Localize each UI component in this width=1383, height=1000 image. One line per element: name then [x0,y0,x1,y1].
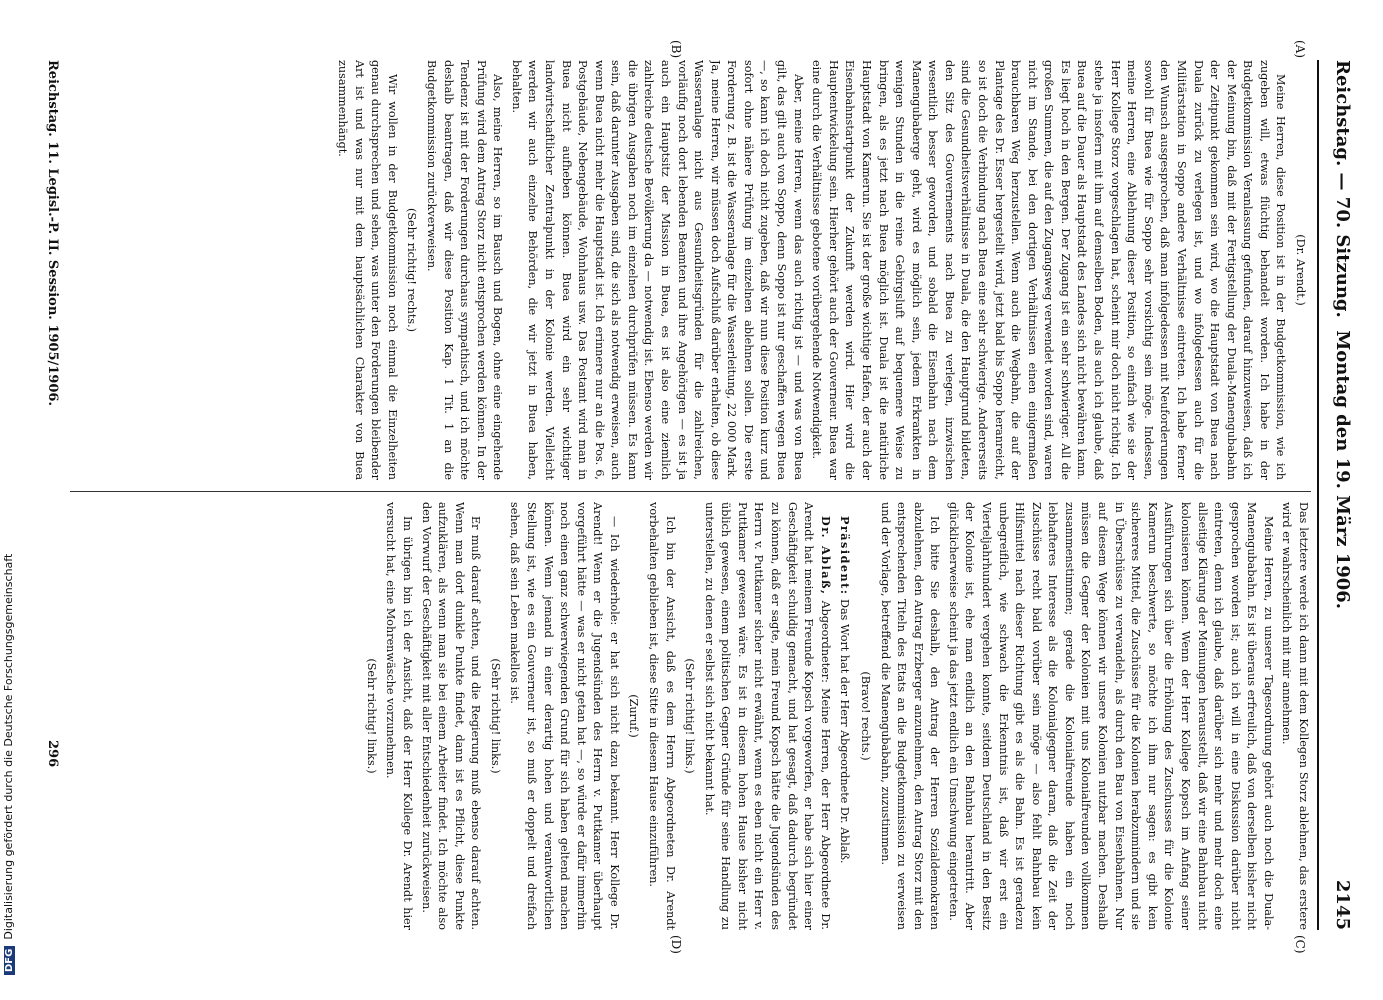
paragraph: Also, meine Herren, so im Bausch und Bogen, ohne eine eingehende Prüfung wird dem Antrag Storz nicht entsprochen werden können. In der Tendenz ist mit der Forderungen durchaus sympathisch, und ich möchte deshalb beantragen, daß wir diese Position Kap. 1 Tit. 1 an die Budgetkommission zurückverweisen. [424,60,505,480]
paragraph: Meine Herren, zu unserer Tagesordnung gehört auch noch die Duala-Manengubabahn. Es ist überaus erfreulich, daß von derselben bisher nicht gesprochen worden ist; auch ich will in eine Diskussion darüber nicht eintreten, denn ich glaube, daß darüber sich mehr und mehr doch eine allseitige Klärung der Meinungen herausstellt, daß wir eine Bahnbau nicht kolonisieren können. Wenn der Herr Kollege Kopsch im Anfang seiner Ausführungen sich über die Erhöhung des Zuschusses für die Kolonie Kamerun beschwerte, so möchte ich ihm nur sagen: es gibt kein sichereres Mittel, die Zuschüsse für die Kolonien herabzumindern und sie in Überschüsse zu verwandeln, als durch den Bau von Eisenbahnen. Nur auf diesem Wege können wir unsere Kolonien nutzbar machen. Deshalb müssen die Gegner der Kolonien mit uns Kolonialfreunden vollkommen zusammenstimmen; gerade die Kolonialfreunde haben ein noch lebhafteres Interesse als die Kolonialgegner daran, daß die Zeit der Zuschüsse recht bald vorüber sein möge — also fehlt Bahnbau kein Hilfsmittel nach dieser Richtung gibt es als die Bahn. Es ist geradezu unbegreiflich, wie schwach die Erkenntnis ist, daß wir erst ein Vierteljahrhundert vergehen konnte, seitdem Deutschland in den Besitz der Kolonie ist, ehe man endlich an den Bahnbau herantritt. Aber glücklicherweise scheint ja das jetzt endlich ein Umschwung eingetreten. [946,502,1275,930]
running-head [1325,60,1353,930]
reaction: (Zuruf.) [627,694,641,738]
paragraph: Er muß darauf achten, und die Regierung muß ebenso darauf achten. Wenn man dort dunkle Punkte findet, dann ist es Pflicht, diese Punkte aufzuklären, als wenn man sie bei einem Arbeiter findet. Ich möchte also den Vorwurf der Geschäftigkeit mit aller Entschiedenheit zurückweisen. [419,502,483,930]
paragraph: Das letztere werde ich dann mit dem Kollegen Storz ablehnen, das erstere wird er wahrscheinlich mit mir annehmen. [1280,502,1310,930]
footer-sheet-number: 296 [45,740,60,768]
paragraph: Ich bin der Ansicht, daß es dem Herrn Abgeordneten Dr. Arendt vorbehalten geblieben ist, diese Sitte in diesem Hause einzuführen. [647,502,677,930]
right-column [70,502,1311,930]
paragraph: Meine Herren, diese Position ist in der Budgetkommission, wie ich zugeben will, etwas flüchtig behandelt worden. Ich habe in der Budgetkommission Veranlassung gefunden, darauf hinzuweisen, daß ich der Meinung bin, daß mit der Fertigstellung der Duala-Manengubabahn der Zeitpunkt gekommen sein wird, wo die Hauptstadt von Buea nach Duala zurück zu verlegen ist, und wo infolgedessen auch für die Militärstation in Soppo andere Verhältnisse eintreten. Ich habe ferner den Wunsch ausgesprochen, daß man infolgedessen mit Neuforderungen sowohl für Buea wie für Soppo sehr vorsichtig sein möge. Indessen, meine Herren, eine Ablehnung dieser Position, so einfach wie sie der Herr Kollege Storz vorgeschlagen hat, scheint mir doch nicht richtig. Ich stehe ja insofern mit ihm auf demselben Boden, als auch ich glaube, daß Buea auf die Dauer als Hauptstadt des Landes sich nicht bewähren kann. Es liegt hoch in den Bergen. Der Zugang ist ein sehr schwieriger. All die großen Summen, die auf den Zugangsweg verwendet worden sind, waren nicht im Stande, bei den dortigen Verhältnissen einen einigermaßen brauchbaren Weg herzustellen. Wenn auch die Wegbahn, die auf der Plantage des Dr. Esser hergestellt wird, jetzt bald bis Soppo heranreicht, so ist doch die Verbindung nach Buea eine sehr schwierige. Andererseits sind die Gesundheitsverhältnisse in Duala, die den Hauptgrund bildeten, den Sitz des Gouvernements nach Buea zu verlegen, inzwischen wesentlich besser geworden, und sobald die Eisenbahn nach dem Manengubaberge geht, wird es möglich sein, jedem Erkrankten in wenigen Stunden in die reine Gebirgsluft auf bequemere Weise zu bringen, als es jetzt nach Buea möglich ist. Duala ist die natürliche Hauptstadt von Kamerun. Sie ist der große wichtige Hafen, der auch der Eisenbahnstartpunkt der Zukunft werden wird. Hier wird die Hauptentwickelung sein. Hierher gehört auch der Gouverneur. Buea war eine durch die Verhältnisse gebotene vorübergehende Notwendigkeit. [810,60,1288,480]
paragraph: — Ich wiederhole: er hat sich nicht dazu bekannt. Herr Kollege Dr. Arendt! Wenn er die Jugendsünden des Herrn v. Puttkamer überhaupt vorgeführt hätte — was er nicht getan hat —, so würde er dafür immerhin noch einen ganz schwerwiegenden Grund für sich haben geltend machen können. Wenn jemand in einer derartig hohen und verantwortlichen Stellung ist, wie es ein Gouverneur ist, so muß er doppelt und dreifach sehen, daß sein Leben makellos ist. [508,502,621,930]
paragraph: Aber, meine Herren, wenn das auch richtig ist — und was von Buea gilt, das gilt auch von Soppo, denn Soppo ist nur geschaffen wegen Buea —, so kann ich doch nicht zugeben, daß wir nun diese Position kurz und sofort ohne nähere Prüfung im einzelnen ablehnen sollen. Die erste Forderung z. B. ist die Wasseranlage für die Wasserleitung, 22 000 Mark. Ja, meine Herren, wir müssen doch Aufschluß darüber erhalten, ob diese Wasseranlage nicht aus Gesundheitsgründen für die zahlreichen, vorläufig noch dort lebenden Beamten und ihre Angehörigen — es ist ja auch ein Hauptsitz der Mission in Buea, es ist also eine ziemlich zahlreiche deutsche Bevölkerung da — notwendig ist. Ebenso werden wir die übrigen Ausgaben noch im einzelnen durchprüfen müssen. Es kann sein, daß darunter Ausgaben sind, die sich als notwendig erweisen, auch wenn Buea nicht mehr die Hauptstadt ist. Ich erinnere nur an die Pos. 6, Postgebäude, Nebengebäude, Wohnhaus usw. Das Postamt wird man in Buea nicht aufheben können. Buea wird ein sehr wichtiger landwirtschaftlicher Zentralpunkt in der Kolonie werden. Vielleicht werden wir auch einzelne Behörden, die wir jetzt in Buea haben, behalten. [509,60,805,480]
column-divider [70,491,1311,492]
paragraph: Im übrigen bin ich der Ansicht, daß der Herr Kollege Dr. Arendt hier versucht hat, eine Mohrenwäsche vorzunehmen. [384,502,414,930]
left-column [70,60,1311,480]
reaction: (Bravo! rechts.) [858,671,872,761]
paragraph: Ich bitte Sie deshalb, den Antrag der Herren Sozialdemokraten abzulehnen, den Antrag Erzberger anzunehmen, den Antrag Storz mit den entsprechenden Titeln des Etats an die Budgetkommission zu verweisen und der Vorlage, betreffend die Manengubabahn, zuzustimmen. [878,502,942,930]
sidebar-credit-text: Digitalisierung gefördert durch die Deutsche Forschungsgemeinschaft [2,553,15,940]
reaction: (Sehr richtig! links.) [488,658,502,774]
footer [40,60,60,930]
header-rule [1317,60,1319,930]
margin-marker-c: (C) [1293,935,1307,954]
page-number: 2145 [1332,879,1353,930]
president-text: Das Wort hat der Herr Abgeordnete Dr. Ablaß. [838,599,852,864]
speaker-role: Abgeordneter: [818,600,832,683]
reaction: (Sehr richtig! links.) [364,658,378,774]
running-head-left: Reichstag. — 70. Sitzung. Montag den 19. März 1906. [1332,60,1353,610]
reaction: (Sehr richtig! rechts.) [405,207,419,333]
dfg-logo: DFG [4,946,15,975]
president-statement [836,502,854,930]
speaker-label: (Dr. Arendt.) [1294,234,1307,306]
speaker-name: Dr. Ablaß, [818,516,833,596]
president-label: Präsident: [838,516,853,596]
margin-marker-a: (A) [1293,40,1307,59]
margin-marker-b: (B) [669,40,683,59]
reaction: (Sehr richtig! links.) [683,658,697,774]
speaker-paragraph [700,502,834,930]
paragraph: Wir wollen in der Budgetkommission noch einmal die Einzelheiten genau durchsprechen und sehen, was unter den Forderungen bleibender Art ist und was nur mit dem hauptsächlichen Charakter von Buea zusammenhängt. [336,60,399,480]
margin-marker-d: (D) [669,935,683,954]
footer-session: Reichstag. 11. Legisl.-P. II. Session. 1905/1906. [45,60,60,406]
speaker-text: Meine Herren, der Herr Abgeordnete Dr. Arendt hat meinem Freunde Kopsch vorgeworfen, er habe sich hier einer Geschäftigkeit schuldig gemacht, und hat gesagt, daß dadurch begründet zu können, daß er sagte, mein Freund Kopsch hätte die Jugendsünden des Herrn v. Puttkamer sicher nicht erwähnt, wenn es eben nicht ein Herr v. Puttkamer gewesen wäre. Es ist in diesem hohen Hause bisher nicht üblich gewesen, einem politischen Gegner Gründe für seine Handlung zu unterstellen, zu denen er selbst sich nicht bekannt hat. [702,502,832,930]
